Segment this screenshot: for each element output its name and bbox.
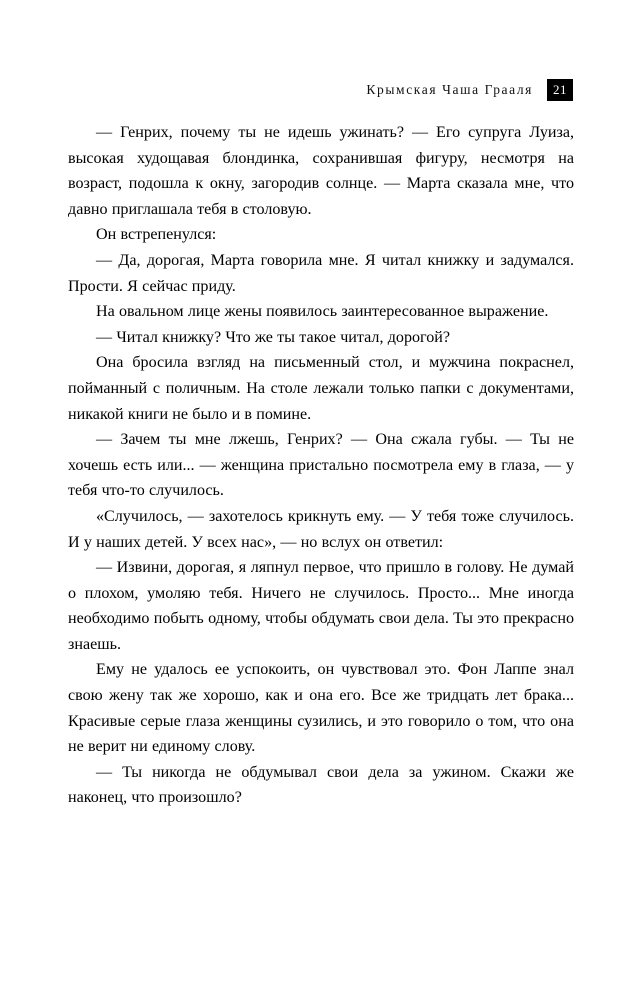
paragraph: Он встрепенулся: bbox=[96, 226, 217, 244]
page-header bbox=[68, 78, 573, 102]
body-text bbox=[68, 120, 574, 811]
paragraph: — Ты никогда не обдумывал свои дела за ужином. Скажи же наконец, что произошло? bbox=[68, 763, 574, 807]
paragraph: — Читал книжку? Что же ты такое читал, дорогой? bbox=[96, 328, 451, 346]
paragraph: Она бросила взгляд на письменный стол, и мужчина покраснел, пойманный с поличным. На столе лежали только папки с документами, никакой книги не было и в помине. bbox=[68, 354, 574, 423]
paragraph: «Случилось, — захотелось крикнуть ему. — У тебя тоже случилось. И у наших детей. У всех нас», — но вслух он ответил: bbox=[68, 507, 574, 551]
paragraph: — Зачем ты мне лжешь, Генрих? — Она сжала губы. — Ты не хочешь есть или... — женщина пристально посмотрела ему в глаза, — у тебя что-то случилось. bbox=[68, 431, 574, 500]
paragraph: Ему не удалось ее успокоить, он чувствовал это. Фон Лаппе знал свою жену так же хорошо, как и она его. Все же тридцать лет брака... Красивые серые глаза женщины сузились, и это говорило о том, что она не верит ни единому слову. bbox=[68, 661, 574, 756]
running-title: Крымская Чаша Грааля bbox=[366, 82, 533, 97]
paragraph: — Да, дорогая, Марта говорила мне. Я читал книжку и задумался. Прости. Я сейчас приду. bbox=[68, 251, 574, 295]
paragraph: — Генрих, почему ты не идешь ужинать? — Его супруга Луиза, высокая худощавая блондинка, сохранившая фигуру, несмотря на возраст, подошла к окну, загородив солнце. — Марта сказала мне, что давно приглашала тебя в столовую. bbox=[68, 124, 574, 218]
paragraph: На овальном лице жены появилось заинтересованное выражение. bbox=[96, 303, 549, 321]
page-number-badge: 21 bbox=[547, 79, 573, 101]
paragraph: — Извини, дорогая, я ляпнул первое, что пришло в голову. Не думай о плохом, умоляю тебя. Ничего не случилось. Просто... Мне иногда необходимо побыть одному, чтобы обдумать свои дела. Ты это прекрасно знаешь. bbox=[68, 559, 574, 653]
